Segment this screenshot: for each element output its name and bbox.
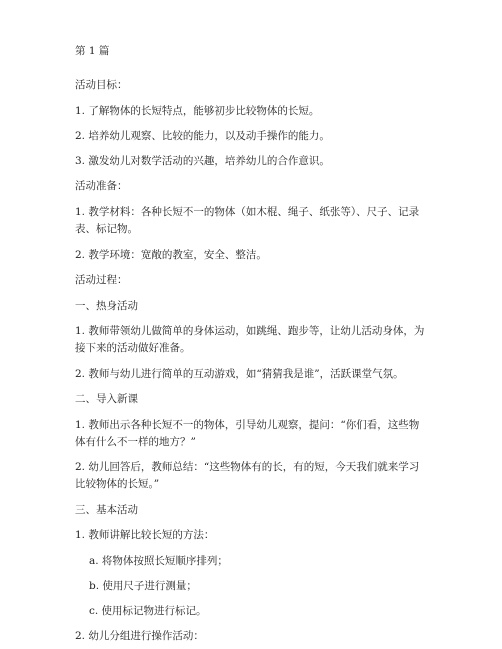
basic-item-2: 2. 幼儿分组进行操作活动： xyxy=(75,630,204,642)
warmup-title: 一、热身活动 xyxy=(75,300,138,312)
warmup-item-1: 1. 教师带领幼儿做简单的身体运动，如跳绳、跑步等，让幼儿活动身体，为接下来的活动做好准备。 xyxy=(75,325,425,354)
warmup-item-2: 2. 教师与幼儿进行简单的互动游戏，如“猜猜我是谁”，活跃课堂气氛。 xyxy=(75,368,404,380)
basic-subitem-b: b. 使用尺子进行测量； xyxy=(89,580,197,592)
process-section-title: 活动过程： xyxy=(75,274,128,286)
basic-item-1: 1. 教师讲解比较长短的方法： xyxy=(75,529,215,541)
prep-item-1: 1. 教学材料：各种长短不一的物体（如木棍、绳子、纸张等）、尺子、记录表、标记物。 xyxy=(75,206,420,235)
intro-item-2: 2. 幼儿回答后，教师总结：“这些物体有的长，有的短，今天我们就来学习比较物体的长短。” xyxy=(75,461,420,490)
basic-subitem-a: a. 将物体按照长短顺序排列； xyxy=(89,555,228,567)
basic-title: 三、基本活动 xyxy=(75,504,138,516)
prep-section-title: 活动准备： xyxy=(75,180,128,192)
goal-item-2: 2. 培养幼儿观察、比较的能力，以及动手操作的能力。 xyxy=(75,130,330,142)
document-heading: 第 1 篇 xyxy=(75,45,110,57)
goal-section-title: 活动目标： xyxy=(75,79,128,91)
goal-item-1: 1. 了解物体的长短特点，能够初步比较物体的长短。 xyxy=(75,105,320,117)
prep-item-2: 2. 教学环境：宽敞的教室，安全、整洁。 xyxy=(75,249,267,261)
intro-item-1: 1. 教师出示各种长短不一的物体，引导幼儿观察，提问：“你们看，这些物体有什么不一样的地方？” xyxy=(75,419,420,448)
goal-item-3: 3. 激发幼儿对数学活动的兴趣，培养幼儿的合作意识。 xyxy=(75,155,330,167)
basic-subitem-c: c. 使用标记物进行标记。 xyxy=(89,605,207,617)
intro-title: 二、导入新课 xyxy=(75,393,138,405)
